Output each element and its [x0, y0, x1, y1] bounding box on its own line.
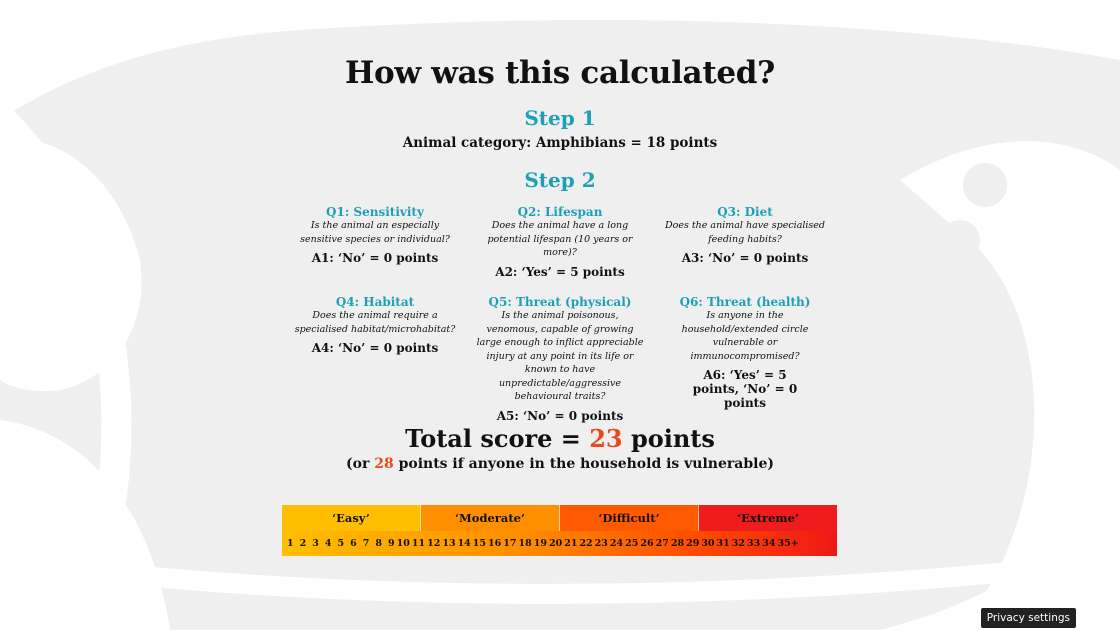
- score-number: 34: [762, 538, 776, 549]
- total-score: [0, 424, 1120, 453]
- difficulty-band: ‘Difficult’: [560, 505, 699, 531]
- score-number: 3: [312, 538, 319, 549]
- question-description: Does the animal require a specialised habitat/microhabitat?: [294, 310, 456, 335]
- score-number: 23: [594, 538, 608, 549]
- score-number: 4: [324, 538, 332, 549]
- question-title: Q2: Lifespan: [517, 205, 603, 219]
- difficulty-band: ‘Extreme’: [699, 505, 837, 531]
- score-number: 16: [488, 538, 502, 549]
- score-number: 8: [375, 538, 382, 549]
- total-value: 23: [589, 424, 623, 453]
- question-title: Q4: Habitat: [335, 295, 415, 309]
- score-number: 30: [701, 538, 715, 549]
- score-number: 9: [388, 538, 395, 549]
- question-answer: A2: ‘Yes’ = 5 points: [495, 264, 625, 279]
- score-number: 32: [731, 538, 746, 549]
- score-number: 26: [640, 538, 654, 549]
- question-description: Does the animal have a long potential lifespan (10 years or more)?: [487, 220, 633, 258]
- score-number: 31: [716, 538, 730, 549]
- score-number: 20: [548, 538, 563, 549]
- score-number: 21: [564, 538, 578, 549]
- score-number: 15: [472, 538, 487, 549]
- score-number: 24: [609, 538, 624, 549]
- score-number: 12: [427, 538, 441, 549]
- total-prefix: Total score =: [405, 424, 590, 453]
- question-q5: [475, 295, 645, 423]
- question-description: Is the animal an especially sensitive species or individual?: [300, 220, 450, 245]
- total-suffix: points: [622, 424, 715, 453]
- score-number: 5: [337, 538, 345, 549]
- score-number: 29: [686, 538, 700, 549]
- animal-category-text: Animal category: Amphibians = 18 points: [402, 135, 718, 151]
- question-answer: A5: ‘No’ = 0 points: [496, 408, 624, 423]
- score-number: 6: [350, 538, 357, 549]
- question-q1: [290, 205, 460, 265]
- score-number: 35+: [777, 538, 799, 549]
- alt-prefix: (or: [346, 456, 375, 472]
- difficulty-scale: [282, 505, 837, 556]
- question-description: Is the animal poisonous, venomous, capable of growing large enough to inflict appreciable injury at any point in its life or known to have unpredictable/aggressive behavioural traits?: [476, 310, 644, 402]
- difficulty-band: ‘Moderate’: [421, 505, 560, 531]
- question-answer: A6: ‘Yes’ = 5 points, ‘No’ = 0 points: [692, 368, 798, 410]
- score-number: 13: [442, 538, 456, 549]
- score-number: 19: [533, 538, 547, 549]
- score-number: 27: [655, 538, 669, 549]
- question-q6: [660, 295, 830, 410]
- question-answer: A4: ‘No’ = 0 points: [311, 341, 439, 355]
- question-title: Q6: Threat (health): [679, 295, 811, 309]
- score-number: 2: [299, 538, 307, 549]
- page-title: How was this calculated?: [344, 55, 776, 91]
- step-1-heading: Step 1: [524, 106, 596, 130]
- score-number: 17: [503, 538, 517, 549]
- step-2-heading: Step 2: [524, 168, 596, 192]
- score-number: 1: [287, 538, 294, 549]
- question-description: Does the animal have specialised feeding habits?: [664, 220, 826, 245]
- question-q2: [475, 205, 645, 279]
- score-number: 28: [670, 538, 685, 549]
- question-answer: A1: ‘No’ = 0 points: [311, 251, 439, 265]
- privacy-settings-button[interactable]: Privacy settings: [981, 608, 1076, 628]
- score-number: 11: [411, 538, 426, 549]
- score-number: 25: [625, 538, 639, 549]
- alt-suffix: points if anyone in the household is vulnerable): [393, 456, 774, 472]
- alternate-score: [0, 456, 1120, 472]
- score-number: 14: [457, 538, 471, 549]
- score-numbers: [282, 531, 837, 556]
- question-title: Q3: Diet: [717, 205, 773, 219]
- question-description: Is anyone in the household/extended circle vulnerable or immunocompromised?: [681, 310, 809, 362]
- difficulty-bands: [282, 505, 837, 531]
- question-answer: A3: ‘No’ = 0 points: [681, 251, 809, 265]
- question-q4: [290, 295, 460, 355]
- score-number: 33: [747, 538, 761, 549]
- score-number: 10: [396, 538, 410, 549]
- difficulty-band: ‘Easy’: [282, 505, 421, 531]
- question-title: Q5: Threat (physical): [488, 295, 632, 309]
- alt-value: 28: [374, 456, 394, 472]
- score-number: 22: [579, 538, 593, 549]
- score-number: 7: [362, 538, 370, 549]
- question-q3: [660, 205, 830, 265]
- question-title: Q1: Sensitivity: [326, 205, 424, 219]
- score-number: 18: [518, 538, 532, 549]
